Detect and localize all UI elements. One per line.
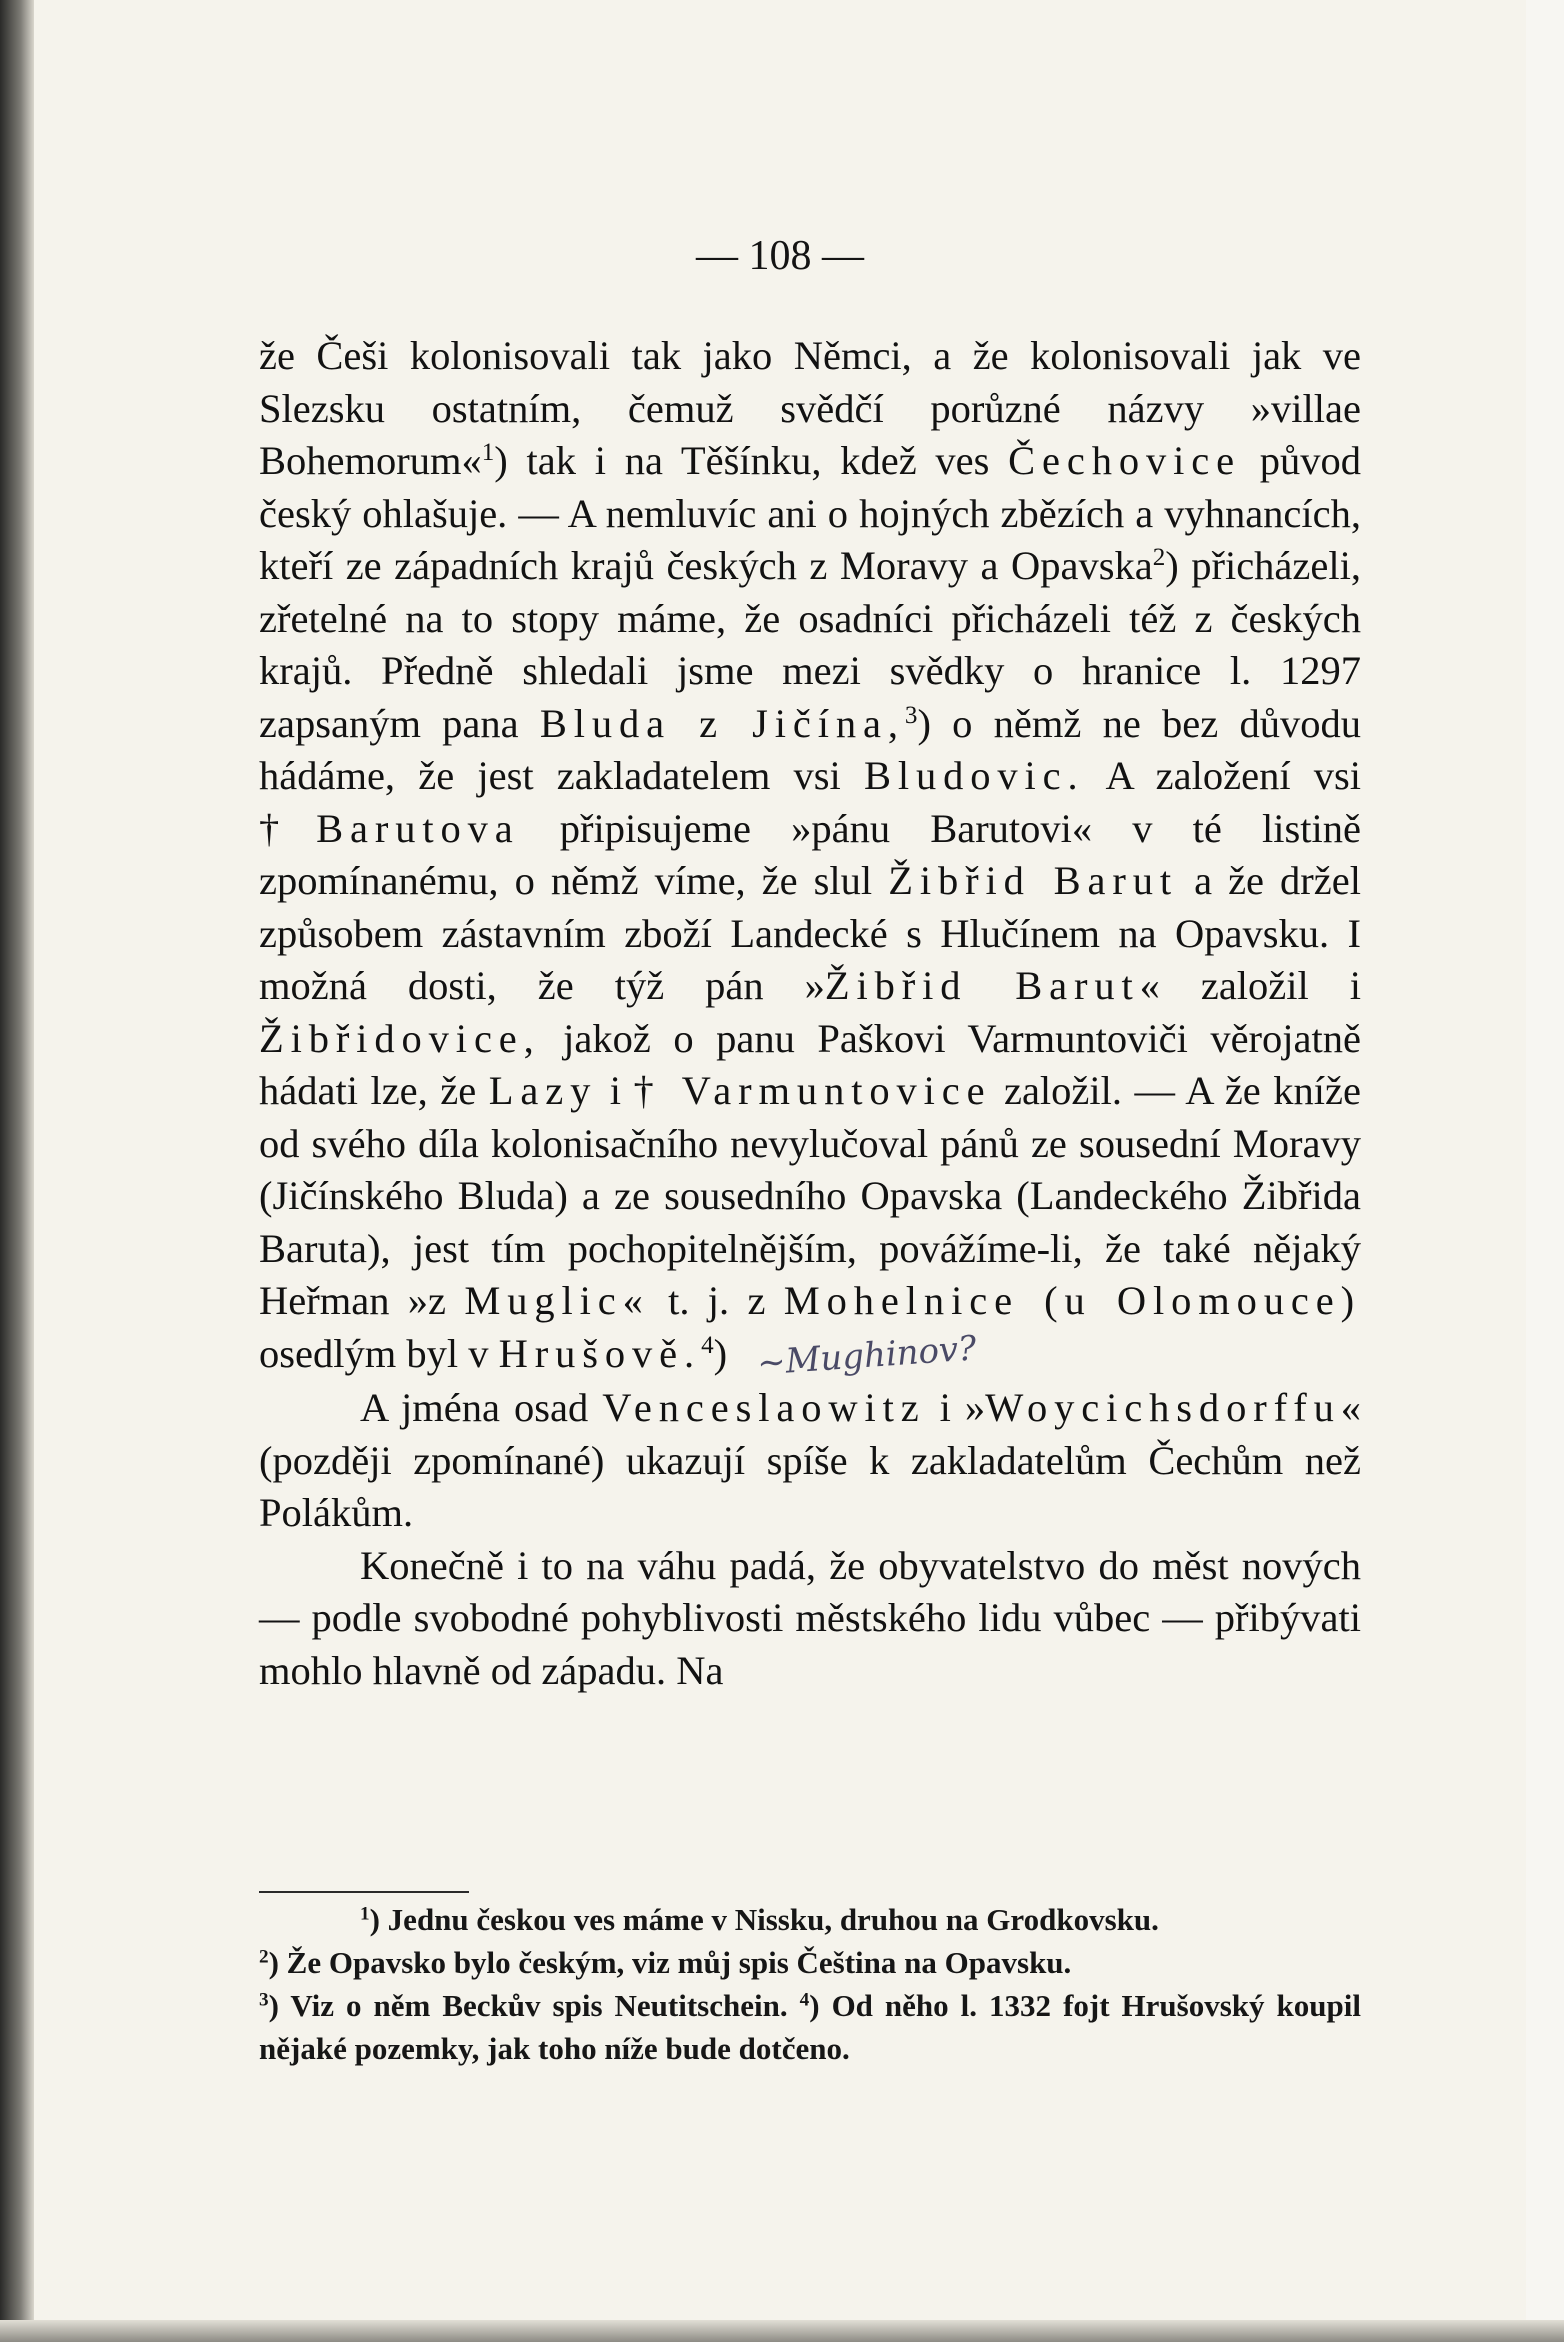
paragraph-3	[259, 1540, 1361, 1698]
footnote-mark: 2	[259, 1946, 269, 1968]
text-run: osedlým byl v	[259, 1330, 499, 1376]
spaced-place-name: Woycichsdorffu	[985, 1385, 1341, 1430]
footnotes	[259, 1898, 1361, 2070]
spaced-person-name: Žibřid Barut	[888, 858, 1179, 903]
footnote-ref-3: 3	[904, 701, 918, 729]
text-run: jakož o panu Paškovi Varmuntoviči věrojatně hádati lze, že	[259, 1015, 1361, 1113]
spaced-place-name: Žibřidovice,	[259, 1015, 541, 1061]
text-run: že Češi kolonisovali tak jako Němci, a že kolonisovali jak ve Slezsku ostatním, čemuž svědčí porůzné názvy »villae Bohemorum«	[259, 333, 1361, 483]
text-run: ) tak i na Těšínku, kdež ves	[494, 438, 1009, 483]
footnote-1	[259, 1898, 1361, 1941]
book-page	[34, 0, 1526, 2320]
spaced-place-name: † Varmuntovice	[633, 1068, 992, 1113]
spaced-person-name: Bluda z Jičína,	[539, 700, 905, 746]
footnote-ref-1: 1	[481, 439, 495, 467]
main-text	[259, 330, 1361, 1697]
text-run: i »	[925, 1385, 986, 1430]
spaced-place-name: Venceslaowitz	[602, 1385, 926, 1430]
spaced-place-name: Lazy	[488, 1068, 598, 1113]
text-run: )	[713, 1330, 728, 1376]
spaced-place-name: Bludovic.	[863, 753, 1085, 798]
spaced-place-name: †Barutova	[259, 805, 520, 851]
bottom-shadow	[0, 2320, 1564, 2342]
text-run: ) přicházeli, zřetelné na to stopy máme, že osadníci přicházeli též z českých krajů. Předně shledali jsme mezi svědky o hranice l. 1297 zapsaným pana	[259, 543, 1361, 746]
text-run: A založení vsi	[1084, 753, 1362, 798]
text-run: t. j. z	[649, 1278, 784, 1323]
text-run: i	[597, 1068, 634, 1113]
footnote-text: ) Od něho l. 1332 fojt Hrušovský koupil nějaké pozemky, jak toho níže bude dotčeno.	[259, 1988, 1361, 2066]
text-run: Konečně i to na váhu padá, že obyvatelstvo do měst nových — podle svobodné pohyblivosti městského lidu vůbec — přibývati mohlo hlavně od západu. Na	[259, 1542, 1361, 1693]
spaced-person-name: Žibřid Barut	[824, 963, 1140, 1008]
footnote-3-4	[259, 1984, 1361, 2070]
footnote-divider	[259, 1891, 469, 1893]
footnote-mark: 4	[799, 1989, 810, 2011]
paragraph-1	[259, 330, 1361, 1382]
footnote-ref-4: 4	[701, 1331, 714, 1359]
text-run: « (později zpomínané) ukazují spíše k zakladatelům Čechům než Polákům.	[259, 1385, 1361, 1535]
footnote-text: ) Jednu českou ves máme v Nissku, druhou na Grodkovsku.	[369, 1902, 1159, 1937]
text-run: původ český ohlašuje. — A nemluvíc ani o hojných zbězích a vyhnancích, kteří ze západních krajů českých z Moravy a Opavska	[259, 438, 1361, 588]
text-run: ) o němž ne bez důvodu hádáme, že jest zakladatelem vsi	[259, 700, 1361, 798]
footnote-mark: 3	[259, 1989, 269, 2011]
text-run: A jména osad	[360, 1385, 603, 1430]
footnote-mark: 1	[360, 1903, 370, 1925]
spaced-place-name: Čechovice	[1008, 438, 1242, 483]
footnote-2	[259, 1941, 1361, 1984]
spaced-place-name: Mohelnice (u Olomouce)	[783, 1278, 1361, 1323]
footnote-text: ) Viz o něm Beckův spis Neutitschein.	[268, 1988, 800, 2023]
footnote-text: ) Že Opavsko bylo českým, viz můj spis Čeština na Opavsku.	[268, 1945, 1072, 1980]
footnote-ref-2: 2	[1152, 544, 1166, 572]
next-page-edge	[1523, 0, 1564, 2342]
text-run: « založil i	[1139, 963, 1361, 1008]
text-run: připisujeme »pánu Barutovi« v té listině zpomínanému, o němž víme, že slul	[259, 805, 1362, 903]
spaced-place-name: Hrušově.	[498, 1330, 702, 1376]
text-run: založil. — A že kníže od svého díla kolonisačního nevylučoval pánů ze sousední Moravy (Jičínského Bluda) a ze sousedního Opavska (Landeckého Žibřida Baruta), jest tím pochopitelnějším, povážíme-li, že také nějaký Heřman »z	[259, 1068, 1361, 1323]
page-number: — 108 —	[696, 233, 864, 279]
binding-shadow	[0, 0, 34, 2342]
spaced-place-name: Muglic«	[464, 1278, 650, 1323]
text-run: a že držel způsobem zástavním zboží Landecké s Hlučínem na Opavsku. I možná dosti, že týž pán »	[259, 858, 1361, 1008]
handwritten-annotation: ~Mughinov?	[755, 1327, 978, 1384]
paragraph-2	[259, 1382, 1361, 1540]
